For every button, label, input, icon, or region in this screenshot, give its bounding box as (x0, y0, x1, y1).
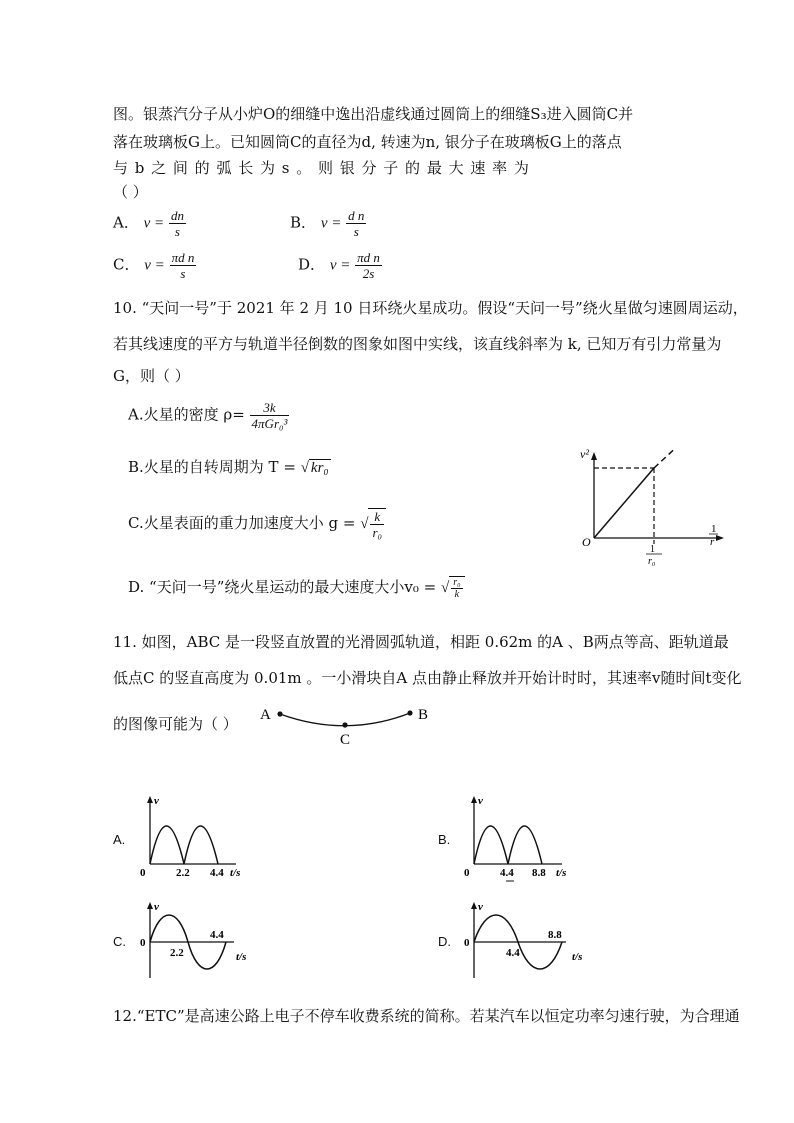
point-c (342, 722, 347, 727)
svg-text:0: 0 (140, 937, 146, 949)
svg-text:v: v (478, 901, 483, 913)
sqrt-symbol: √ (440, 580, 450, 596)
q9-line-1: 图。银蒸汽分子从小炉O的细缝中逸出沿虚线通过圆筒上的细缝S₃进入圆筒C并 (113, 105, 634, 123)
q10-graph-xlabel-den: r (710, 536, 715, 548)
q10-dashed-extension (654, 448, 682, 468)
svg-text:t/s: t/s (230, 867, 241, 879)
svg-text:8.8: 8.8 (532, 867, 546, 879)
svg-text:2.2: 2.2 (176, 867, 190, 879)
q10-option-d[interactable]: D. “天问一号”绕火星运动的最大速度大小v₀ = √ $\frac{\text{r₀}}{k}$ (128, 576, 465, 600)
q10-option-a[interactable]: A.火星的密度 ρ= $\frac{3k}{\text{4πGr₀³}}$ (128, 400, 288, 431)
point-b (407, 710, 412, 715)
q9-option-c[interactable]: C． v = $\frac{\text{πd n}}{s}$ (113, 250, 195, 281)
sqrt-symbol: √ (300, 460, 309, 476)
q9-line-2: 落在玻璃板G上。已知圆筒C的直径为d, 转速为n, 银分子在玻璃板G上的落点 (113, 133, 622, 151)
q10-option-c[interactable]: C.火星表面的重力加速度大小 g = √ $\frac{k}{\text{r₀}}$ (128, 508, 386, 540)
q9-option-d-fraction: $\frac{\text{πd n}}{2s}$ (357, 250, 380, 281)
q10-graph-tick-den: r₀ (648, 556, 656, 567)
q10-y-arrow (591, 452, 597, 460)
q11-graph-a[interactable] (138, 792, 248, 882)
svg-text:0: 0 (464, 937, 470, 949)
q10-option-a-fraction: $\frac{3k}{\text{4πGr₀³}}$ (251, 400, 288, 431)
q10-option-b[interactable]: B.火星的自转周期为 T = √ kr₀ (128, 458, 329, 476)
svg-text:0: 0 (464, 867, 470, 879)
q9-option-b-fraction: $\frac{\text{d n}}{s}$ (348, 208, 365, 239)
q11-option-a-label[interactable]: A. (113, 832, 126, 847)
label-b: B (418, 707, 429, 723)
q10-graph-xlabel-num: 1 (711, 523, 717, 535)
point-a (277, 711, 282, 716)
q9-line-3: 与 b 之 间 的 弧 长 为 s 。 则 银 分 子 的 最 大 速 率 为 (113, 159, 529, 177)
q10-option-d-fraction: $\frac{\text{r₀}}{k}$ (449, 576, 464, 600)
q9-option-b[interactable]: B． v = $\frac{\text{d n}}{s}$ (290, 208, 365, 239)
q10-graph-ylabel: v² (580, 448, 589, 461)
svg-text:4.4: 4.4 (500, 867, 514, 879)
q11-graph-b[interactable] (462, 792, 582, 884)
svg-text:8.8: 8.8 (548, 929, 562, 941)
q9-option-c-fraction: $\frac{\text{πd n}}{s}$ (171, 250, 195, 281)
curve-b (474, 826, 542, 864)
svg-text:0: 0 (140, 867, 146, 879)
svg-text:v: v (154, 795, 159, 807)
q9-option-a[interactable]: A． v = $\frac{dn}{s}$ (113, 208, 184, 239)
q10-graph-tick-num: 1 (650, 544, 655, 555)
svg-text:v: v (478, 795, 483, 807)
q11-line-1: 11. 如图，ABC 是一段竖直放置的光滑圆弧轨道，相距 0.62m 的A 、B两点等高、距轨道最 (113, 633, 729, 651)
svg-text:4.4: 4.4 (210, 929, 224, 941)
q11-graph-c[interactable] (138, 898, 268, 988)
q11-arc-diagram (252, 700, 442, 750)
q10-option-c-fraction: $\frac{k}{\text{r₀}}$ (368, 508, 386, 540)
q10-line-3: G，则（ ） (113, 367, 190, 385)
q11-option-c-label[interactable]: C. (113, 934, 126, 949)
q10-graph (570, 448, 730, 568)
q11-line-2: 低点C 的竖直高度为 0.01m 。一小滑块自A 点由静止释放并开始计时时，其速率v随时间t变化 (113, 669, 742, 687)
svg-text:t/s: t/s (556, 867, 567, 879)
q10-line-1: 10. “天问一号”于 2021 年 2 月 10 日环绕火星成功。假设“天问一号”绕火星做匀速圆周运动， (113, 299, 748, 317)
q11-option-b-label[interactable]: B. (438, 832, 451, 847)
q12-line-1: 12.“ETC”是高速公路上电子不停车收费系统的简称。若某汽车以恒定功率匀速行驶，为合理通 (113, 1007, 740, 1025)
q9-option-a-fraction: $\frac{dn}{s}$ (170, 208, 184, 239)
q9-option-d[interactable]: D． v = $\frac{\text{πd n}}{2s}$ (298, 250, 380, 281)
svg-text:t/s: t/s (236, 951, 247, 963)
curve-a (150, 826, 218, 864)
svg-text:v: v (154, 901, 159, 913)
q11-line-3: 的图像可能为（ ） (113, 715, 238, 733)
label-a: A (260, 707, 271, 723)
svg-text:2.2: 2.2 (170, 947, 184, 959)
sqrt-symbol: √ (360, 516, 369, 532)
q11-graph-d[interactable] (462, 898, 602, 988)
q9-answer-blank: （ ） (113, 183, 148, 201)
svg-text:4.4: 4.4 (506, 947, 520, 959)
q10-solid-line (594, 468, 654, 538)
q11-option-d-label[interactable]: D. (438, 934, 451, 949)
svg-text:4.4: 4.4 (210, 867, 224, 879)
label-c: C (340, 732, 351, 748)
svg-text:t/s: t/s (572, 951, 583, 963)
q10-x-arrow (716, 535, 724, 541)
q10-graph-origin: O (582, 535, 591, 549)
q10-line-2: 若其线速度的平方与轨道半径倒数的图象如图中实线，该直线斜率为 k, 已知万有引力常量为 (113, 335, 722, 353)
